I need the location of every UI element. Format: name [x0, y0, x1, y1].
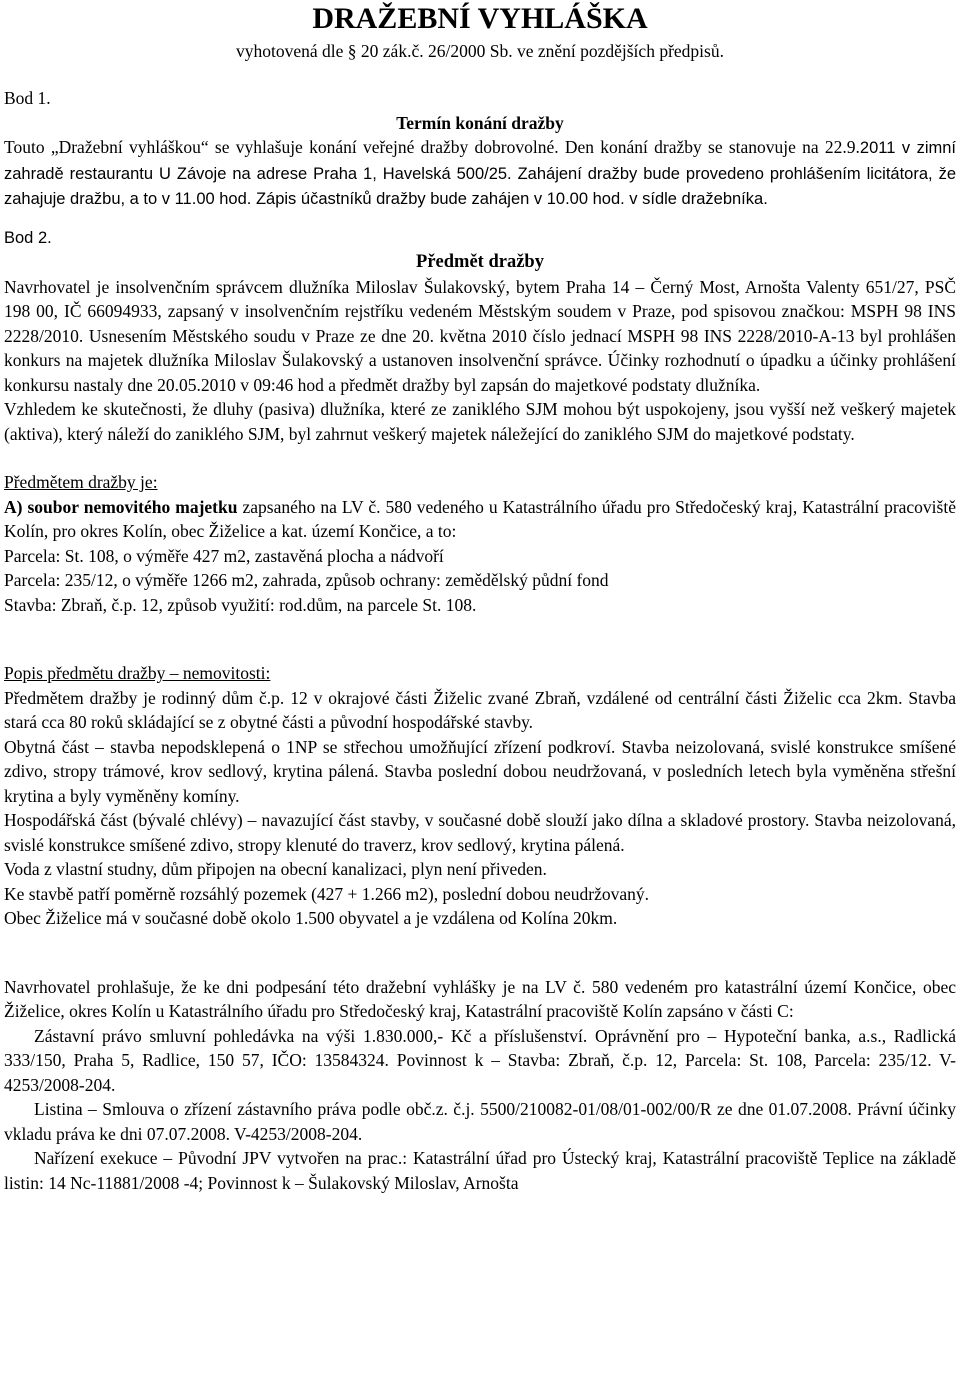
subheading-popis: Popis předmětu dražby – nemovitosti:: [4, 663, 271, 683]
paragraph-prohlaseni: Navrhovatel prohlašuje, že ke dni podpesání této dražební vyhlášky je na LV č. 580 vedeném pro katastrální území Končice, obec Žiželice, okres Kolín u Katastrálního úřadu pro Středočeský kraj, Katastrální pracoviště Kolín zapsáno v části C:: [4, 976, 956, 1021]
paragraph-vzhledem: Vzhledem ke skutečnosti, že dluhy (pasiva) dlužníka, které ze zaniklého SJM mohou být uspokojeny, jsou vyšší než veškerý majetek (aktiva), který náleží do zaniklého SJM, byl zahrnut veškerý majetek náležející do zaniklého SJM do majetkové podstaty.: [4, 399, 956, 444]
paragraph-termin: [4, 135, 956, 212]
parcel-line: Parcela: St. 108, o výměře 427 m2, zastavěná plocha a nádvoří: [4, 545, 444, 566]
paragraph-navrhovatel: Navrhovatel je insolvenčním správcem dlužníka Miloslav Šulakovský, bytem Praha 14 – Černý Most, Arnošta Valenty 651/27, PSČ 198 00, IČ 66094933, zapsaný v insolvenčním rejstříku vedeném Městským soudem v Praze, pod spisovou značkou: MSPH 98 INS 2228/2010. Usnesením Městského soudu v Praze ze dne 20. května 2010 číslo jednací MSPH 98 INS 2228/2010-A-13 byl prohlášen konkurs na majetek dlužníka Miloslav Šulakovský a ustanoven insolvenční správce. Účinky rozhodnutí o úpadku a účinky prohlášení konkursu nastaly dne 20.05.2010 v 09:46 hod a předmět dražby byl zapsán do majetkové podstaty dlužníka.: [4, 276, 956, 395]
popis-paragraph: Ke stavbě patří poměrně rozsáhlý pozemek (427 + 1.266 m2), poslední dobou neudržovaný.: [4, 883, 650, 904]
document-page: [4, 0, 956, 1195]
document-subtitle: vyhotovená dle § 20 zák.č. 26/2000 Sb. ve znění pozdějších předpisů.: [236, 41, 724, 61]
encumbrance-item: Listina – Smlouva o zřízení zástavního práva podle obč.z. č.j. 5500/210082-01/08/01-002/00/R ze dne 01.07.2008. Právní účinky vkladu práva ke dni 07.07.2008. V-4253/2008-204.: [4, 1099, 956, 1144]
section-heading-termin: Termín konání dražby: [396, 112, 564, 133]
soubor-label: A) soubor nemovitého majetku: [4, 496, 238, 517]
document-title: DRAŽEBNÍ VYHLÁŠKA: [312, 2, 648, 35]
popis-paragraph: Hospodářská část (bývalé chlévy) – navazující část stavby, v současné době slouží jako dílna a skladové prostory. Stavba neizolovaná, svislé konstrukce smíšené zdivo, stropy klenuté do traverz, krov sedlový, krytina pálená.: [4, 810, 956, 855]
subheading-predmetem: Předmětem dražby je:: [4, 472, 158, 492]
encumbrance-item: Zástavní právo smluvní pohledávka na výši 1.830.000,- Kč a příslušenství. Oprávnění pro – Hypoteční banka, a.s., Radlická 333/150, Praha 5, Radlice, 150 57, IČO: 13584324. Povinnost k – Stavba: Zbraň, č.p. 12, Parcela: St. 108, Parcela: 235/12. V-4253/2008-204.: [4, 1025, 956, 1095]
popis-paragraph: Obec Žiželice má v současné době okolo 1.500 obyvatel a je vzdálena od Kolína 20km.: [4, 908, 618, 928]
soubor-text: zapsaného na LV č. 580 vedeného u Katastrálního úřadu pro Středočeský kraj, Katastrální pracoviště Kolín, pro okres Kolín, obec Žiželice a kat. území Končice, a to:: [4, 496, 956, 541]
popis-paragraph: Voda z vlastní studny, dům připojen na obecní kanalizaci, plyn není přiveden.: [4, 859, 547, 879]
parcel-line: Parcela: 235/12, o výměře 1266 m2, zahrada, způsob ochrany: zemědělský půdní fond: [4, 570, 609, 590]
paragraph-soubor: [4, 495, 956, 544]
paragraph-termin-sans: 2011 v zimní zahradě restaurantu U Závoje na adrese Praha 1, Havelská 500/25. Zahájení dražby bude provedeno prohlášením licitátora, že zahajuje dražbu, a to v 11.00 hod. Zápis účastníků dražby bude zahájen v 10.00 hod. v sídle dražebníka.: [4, 139, 956, 208]
paragraph-termin-serif: Touto „Dražební vyhláškou“ se vyhlašuje konání veřejné dražby dobrovolné. Den konání dražby se stanovuje na 22.9.: [4, 137, 860, 157]
section-label-bod2: Bod 2.: [4, 228, 52, 247]
section-heading-predmet: Předmět dražby: [416, 252, 544, 272]
section-label-bod1: Bod 1.: [4, 88, 51, 108]
popis-paragraph: Předmětem dražby je rodinný dům č.p. 12 v okrajové části Žiželic zvané Zbraň, vzdálené od centrální části Žiželic cca 2km. Stavba stará cca 80 roků skládající se z obytné části a původní hospodářské stavby.: [4, 687, 956, 732]
encumbrance-item: Nařízení exekuce – Původní JPV vytvořen na prac.: Katastrální úřad pro Ústecký kraj, Katastrální pracoviště Teplice na základě listin: 14 Nc-11881/2008 -4; Povinnost k – Šulakovský Miloslav, Arnošta: [4, 1148, 956, 1193]
popis-paragraph: Obytná část – stavba nepodsklepená o 1NP se střechou umožňující zřízení podkroví. Stavba neizolovaná, svislé konstrukce smíšené zdivo, stropy trámové, krov sedlový, krytina pálená. Stavba poslední dobou neudržovaná, v posledních letech byla vyměněna střešní krytina a byly vyměněny komíny.: [4, 736, 956, 806]
parcel-line: Stavba: Zbraň, č.p. 12, způsob využití: rod.dům, na parcele St. 108.: [4, 594, 477, 615]
